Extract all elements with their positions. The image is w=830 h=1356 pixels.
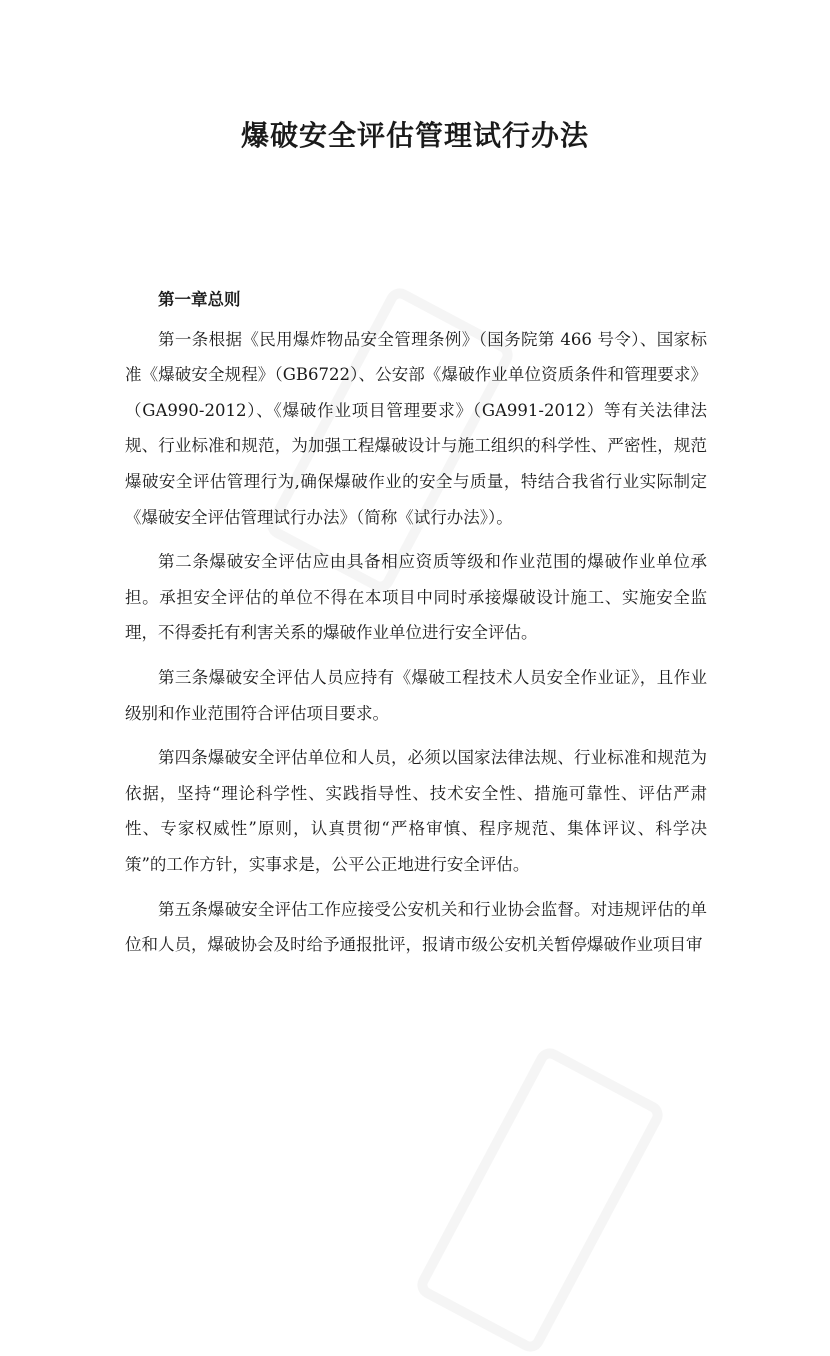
article-3-paragraph: 第三条爆破安全评估人员应持有《爆破工程技术人员安全作业证》，且作业级别和作业范围符合评估项目要求。 [125, 667, 707, 723]
document-body [125, 282, 707, 972]
article-5-paragraph: 第五条爆破安全评估工作应接受公安机关和行业协会监督。对违规评估的单位和人员，爆破协会及时给予通报批评，报请市级公安机关暂停爆破作业项目审 [125, 899, 707, 955]
article-2-paragraph: 第二条爆破安全评估应由具备相应资质等级和作业范围的爆破作业单位承担。承担安全评估的单位不得在本项目中同时承接爆破设计施工、实施安全监理，不得委托有利害关系的爆破作业单位进行安全评估。 [125, 552, 707, 643]
chapter-heading: 第一章总则 [158, 290, 241, 309]
watermark-shape [412, 1044, 667, 1356]
document-title: 爆破安全评估管理试行办法 [240, 119, 589, 152]
watermark [470, 1060, 610, 1340]
article-1-paragraph: 第一条根据《民用爆炸物品安全管理条例》（国务院第 466 号令）、国家标准《爆破安全规程》（GB6722）、公安部《爆破作业单位资质条件和管理要求》（GA990-2012）、《爆破作业项目管理要求》（GA991-2012）等有关法律法规、行业标准和规范，为加强工程爆破设计与施工组织的科学性、严密性，规范爆破安全评估管理行为,确保爆破作业的安全与质量，特结合我省行业实际制定《爆破安全评估管理试行办法》（简称《试行办法》）。 [125, 329, 707, 527]
article-4-paragraph: 第四条爆破安全评估单位和人员，必须以国家法律法规、行业标准和规范为依据，坚持“理论科学性、实践指导性、技术安全性、措施可靠性、评估严肃性、专家权威性”原则，认真贯彻“严格审慎、程序规范、集体评议、科学决策”的工作方针，实事求是，公平公正地进行安全评估。 [125, 748, 707, 874]
